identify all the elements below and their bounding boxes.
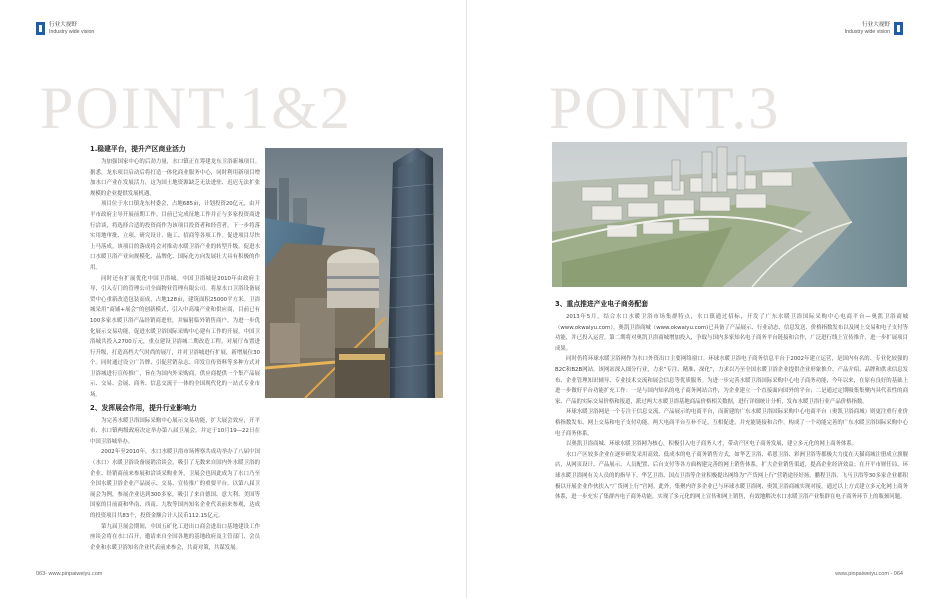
paragraph: 以奥凯卫浴商城、环球水暖卫浴网为核心，积极引入电子商务人才，带动产区电子商务发展，建立多元化的网上商务体系。 (566, 441, 858, 448)
left-header (36, 22, 98, 35)
left-text-column (90, 142, 260, 553)
section-heading-2: 2、发挥展会作用，提升行业影响力 (90, 403, 197, 412)
header-title-cn: 行业大视野 (862, 22, 890, 28)
right-text-column (555, 297, 908, 503)
left-footer-page-number: 063- www.pinpaiweiyu.com (36, 571, 103, 577)
aerial-district-photo (552, 142, 907, 287)
left-page (0, 0, 466, 598)
header-title-cn: 行业大视野 (49, 22, 77, 28)
paragraph: 项目位于水口镇龙东村委会，占地685亩，计划投资20亿元，由开平市政府主导开展前期工作。目前已完成征地工作并正与多家投资商进行洽谈，将选择合适的投资商作为该项目投资者和经营者，下一步将落实用地审批、立项、研究设计、施工、招商等各项工作。促进项目尽快上马落成。该项目的落成将会对推动水暖卫浴产业的转型升级，促进水口水暖卫浴产业向规模化、品牌化、国际化方向发展壮大具有积极的作用。 (90, 201, 260, 271)
header-title-en: Industry wide vision (49, 29, 95, 35)
header-title-en: Industry wide vision (844, 29, 890, 35)
paragraph: 2002年至2010年，水口水暖卫浴市场博察共成功举办了八届中国（水口）水暖卫浴设备展销洽谈会，吸引了无数来自国内外水暖卫浴的企业、经销商前来参展和洽谈采购业务，卫展会也因此成为了水口乃至全国水暖卫浴企业产品展示、交易、宣传推广的重要平台。以第八届卫展会为例，参展企业达到300多家，吸引了来自德国、意大利、美国等国家的目前商和华南、西南、九牧等国内知名企业代表前来参观，达成的投资项目共83个，投资金额合计人民币112.15亿元。 (90, 449, 260, 519)
paragraph: 为加强国家中心的后劲力量，水口镇正在筹建龙东卫浴新城项目。据悉，龙东项目启动后将打造一体化商业服务中心，同时利用新项目增加水口产业在发展活力，这为国土地资源缺乏无法进驻、迟迟无法扩张规模的企业提供发展机遇。 (90, 159, 260, 197)
point-title-left: POINT.1&2 (40, 75, 352, 141)
section-heading-3: 3、重点推进产业电子商务配套 (555, 300, 649, 308)
section-heading-1: 1.稳建平台，提升产区商业活力 (90, 145, 186, 153)
right-header (841, 22, 903, 35)
city-tower-photo (265, 148, 443, 398)
header-badge-icon (36, 22, 45, 35)
paragraph: 为完善水暖卫浴国际采购中心展示交易功能，扩大展会效应，开平市、水口镇两级政府决定举办第八届卫展会，并定于10月19—22日在中国卫浴城举办。 (90, 417, 260, 445)
right-footer-page-number: www.pinpaiweiyu.com - 064 (835, 571, 903, 577)
paragraph: 环球水暖卫浴网是一个专注于信息交流、产品展示的电商平台，而新建的广东水暖卫浴国际采购中心电商平台（奥凯卫浴商城）则更注重行业价格指数发布、网上交易和电子支付功能。两大电商平台互补不足，互相促进，并充能链接和合作，构成了一个功能完善的广东水暖卫浴国际采购中心电子商务体系。 (555, 409, 908, 437)
paragraph: 水口产区较多企业在逐步研发采用高效、低成本的电子商务销售方式，如华艺卫浴、希恩卫浴、彩洲卫浴等都极大力度在天猫商城注册成立旗舰店，从网页设计、产品展示、人员配置、后台支付等各方面构建完善的网上销售体系，扩大企业销售渠道，提高企业经济效益；在开平市财任局、环球水暖卫浴网有关人员的的指导下，华艺卫浴、国点卫浴等企业积极提出网络为“产货网上行”营销途径好扬，鹏程卫浴、飞马卫浴等30多家企业都积极以开展企业作伙扶入“广货网上行”官网。此外，集聚内许多企业已与环球水暖卫浴网、奥凯卫浴商城实现对接。通过以上方式建立多元化网上商务体系，进一步充实了集群内电子商务功能，实现了多元化的网上宣传和网上销售，有效地解决水口水暖卫浴产业集群在电子商务环节上的瓶颈问题。 (555, 451, 908, 501)
point-title-right: POINT.3 (549, 75, 781, 141)
paragraph: 同时还有扩展优化中国卫浴城。中国卫浴城是2010年由政府主导，引入专门的管理公司全面物业管理有限公司。将原水口卫浴设备展贸中心重新改造包装而成，占地128亩，建筑面积25000平方米。卫浴城采用“商铺+展会”的创新模式，引入中高端产业和供应商，目前已有100多家水暖卫浴产品经销商进驻，并辐射临外销售商户。为进一步优化展示交易功能，促进水暖卫浴国际采购中心建有工作的开展，中国卫浴城共投入2700万元，重点建设卫浴城二期改造工程，对展厅布置进行升级，打造高档大气时尚的展厅，并对卫浴城进行扩展，新增展位30个。同时通过设立广告牌、引促营销杂志、印发宣传资料等多种方式对卫浴城进行宣传推广，旨在为国内外采购商，供应商提供一个集产品展示、交易、会展、商务、信息交流于一体的全国现代化的一站式专业市场。 (90, 275, 260, 399)
paragraph: 同时仍将环球水暖卫浴网作为水口外资出口主要网络窗口。环球水暖卫浴电子商务信息平台于2002年建立运营，是国内有名的、专业化较强的B2C和B2B网站。该网站深入细分行业，力求“专注、精准、深化”，力求以乃至全国水暖卫浴企业提供企业形象推介、产品介绍、品牌和供求信息发布、企业管理知识辅导、专业技术交流和展会信息等优质服务。为进一步完善水暖卫浴国际采购中心电子商务功能，今年以来，在原有良好的基础上进一步做好平台功能扩充工作：一是与国内知名的电子商务网站合作，为企业建立一个直接面向国外的平台；二是通过定期吸集集聚内具代表性的商家、产品的实际交易价格和报道，派过两大水暖卫浴基地商品价格相关数据，进行详细统计分析，发布水暖卫浴行业产品价格指数。 (555, 356, 908, 405)
paragraph: 2013年5月，结合水口水暖卫浴市场集群特点，水口镇通过招标，开发了广东水暖卫浴国际采购中心电商平台—奥凯卫浴商城（www.okwaiyu.com）。奥凯卫浴商城（www.okwaiyu.com)已具备了产品展示、行业动态、信息发送、价格指数发布以及网上交易和电子支付等功能，并已投入运营。第二期将对奥凯卫浴商城增加投入，争取与国内多家知名电子商务平台链接和合作，广泛进行线上宣传推介，进一步扩展项目成果。 (555, 314, 908, 352)
header-badge-icon (894, 22, 903, 35)
paragraph: 第九届卫展会期间，中国五矿化工进出口商会进出口基地建设工作座谈会将在水口召开，邀请来自全国各地的基地政府及主管部门、会员企业和水暖卫浴知名企业代表前来参会，共商对策，共谋发展。 (90, 523, 260, 551)
